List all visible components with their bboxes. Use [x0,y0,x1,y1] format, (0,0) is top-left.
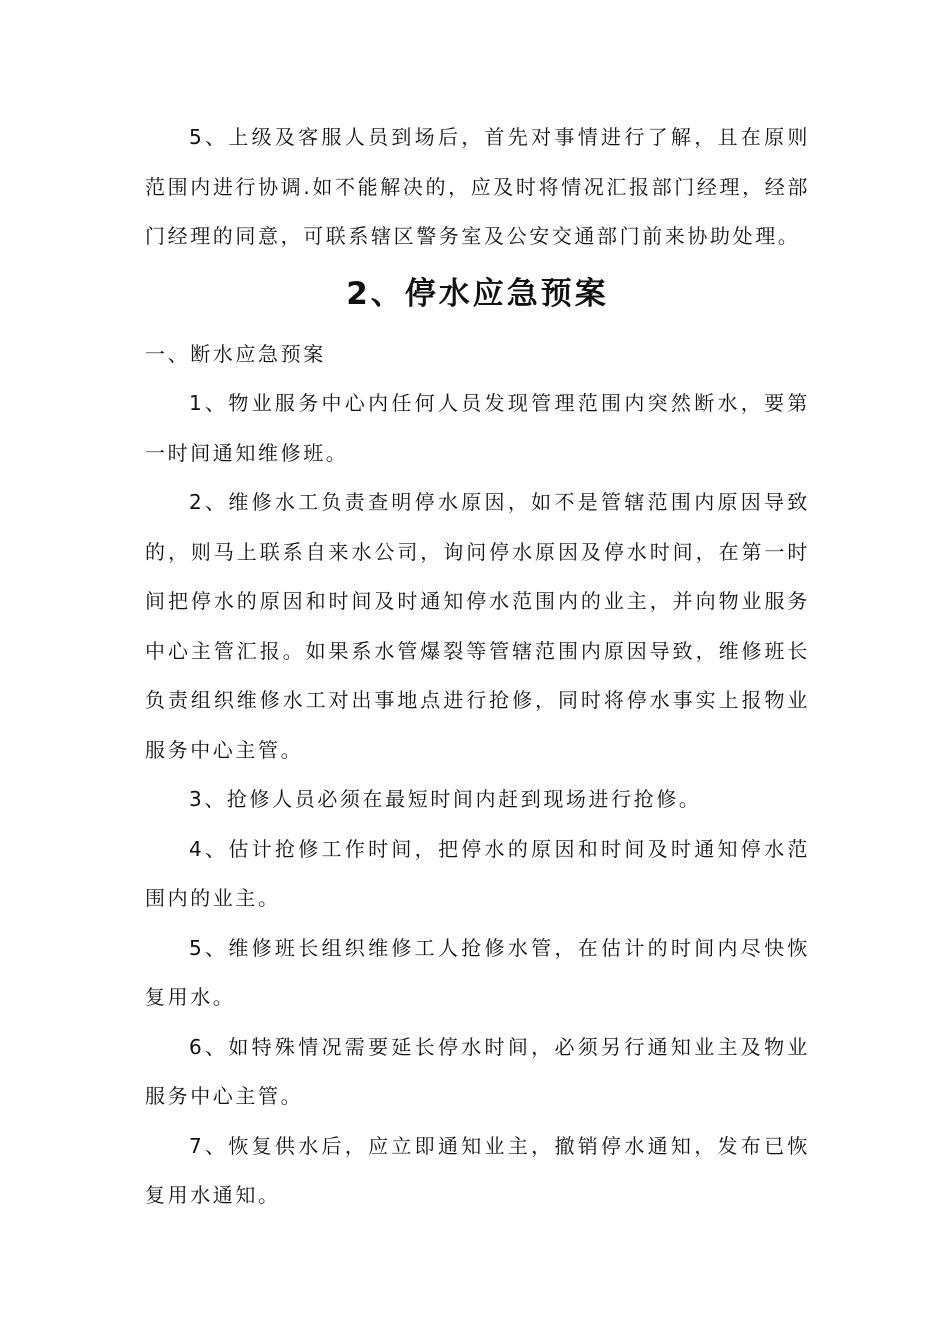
list-item: 3、抢修人员必须在最短时间内赶到现场进行抢修。 [189,787,702,811]
list-item: 6、如特殊情况需要延长停水时间，必须另行通知业主及物业服务中心主管。 [145,1034,810,1108]
subsection-heading: 一、断水应急预案 [145,341,326,366]
document-body [145,113,810,1221]
intro-paragraph: 5、上级及客服人员到场后，首先对事情进行了解，且在原则范围内进行协调.如不能解决的，应及时将情况汇报部门经理，经部门经理的同意，可联系辖区警务室及公安交通部门前来协助处理。 [145,125,810,248]
list-item: 1、物业服务中心内任何人员发现管理范围内突然断水，要第一时间通知维修班。 [145,391,810,465]
section-title: 2、停水应急预案 [346,275,609,312]
list-item: 2、维修水工负责查明停水原因，如不是管辖范围内原因导致的，则马上联系自来水公司，询问停水原因及停水时间，在第一时间把停水的原因和时间及时通知停水范围内的业主，并向物业服务中心主管汇报。如果系水管爆裂等管辖范围内原因导致，维修班长负责组织维修水工对出事地点进行抢修，同时将停水事实上报物业服务中心主管。 [145,490,810,762]
list-item: 4、估计抢修工作时间，把停水的原因和时间及时通知停水范围内的业主。 [145,836,810,910]
list-item: 7、恢复供水后，应立即通知业主，撤销停水通知，发布已恢复用水通知。 [145,1133,810,1207]
list-item: 5、维修班长组织维修工人抢修水管，在估计的时间内尽快恢复用水。 [145,935,810,1009]
